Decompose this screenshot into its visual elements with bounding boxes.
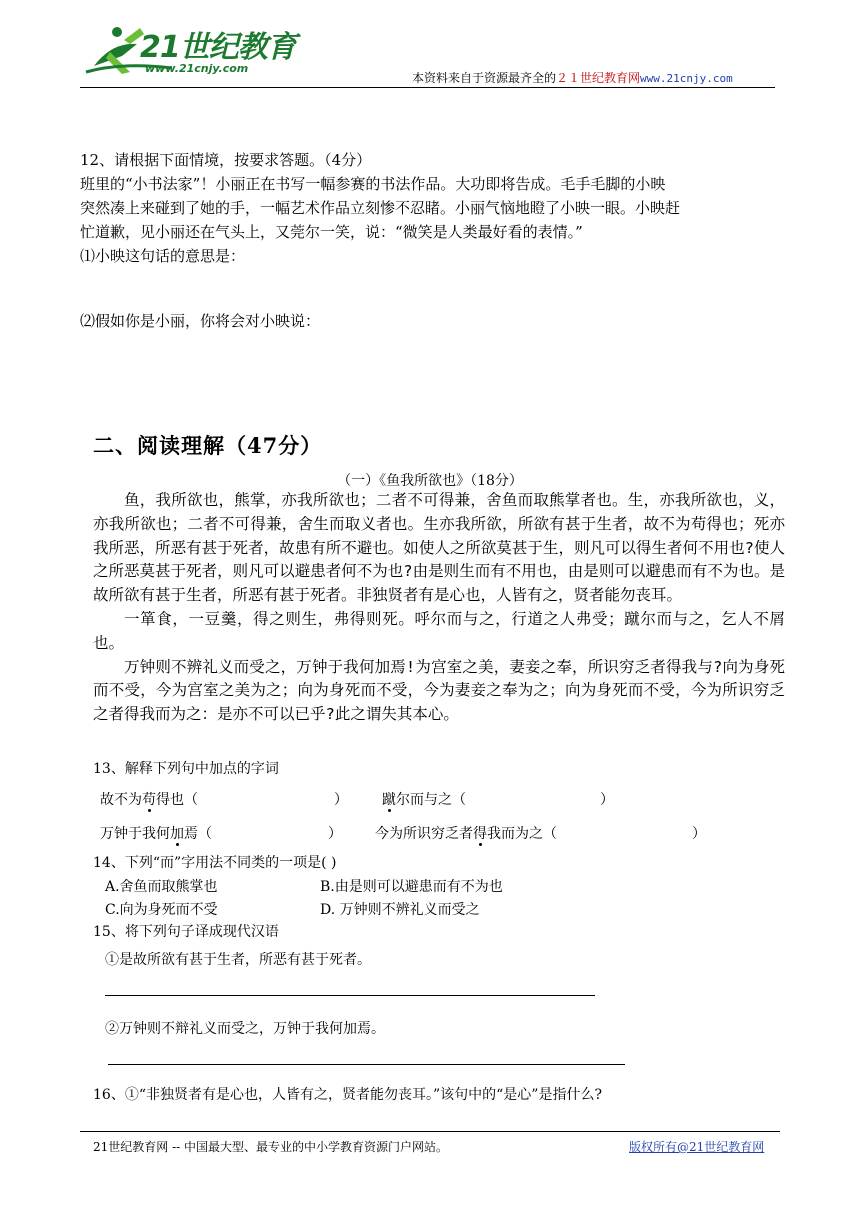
passage-paragraph-3: 万钟则不辨礼义而受之，万钟于我何加焉!为宫室之美，妻妾之奉，所识穷乏者得我与?向为身死而不受，今为宫室之美为之；向为身死而不受，今为妻妾之奉为之；向为身死而不受，今为所识穷乏之者得我而为之：是亦不可以已乎?此之谓失其本心。	[93, 657, 785, 724]
footer-divider	[80, 1131, 780, 1132]
question-12	[80, 148, 780, 268]
question-12-title: 12、请根据下面情境，按要求答题。（4分）	[80, 151, 372, 169]
footer-copyright-link[interactable]: 版权所有@21世纪教育网	[629, 1140, 765, 1154]
question-13-blank-a2-close[interactable]: ）	[600, 792, 614, 808]
question-15-sentence-1: ①是故所欲有甚于生者，所恶有甚于死者。	[105, 952, 371, 968]
text: 得也（	[156, 792, 198, 808]
question-13-item-a2	[382, 789, 466, 809]
passage-paragraph-2: 一箪食，一豆羹，得之则生，弗得则死。呼尔而与之，行道之人弗受；蹴尔而与之，乞人不屑也。	[93, 609, 785, 652]
question-16-title: 16、①“非独贤者有是心也，人皆有之，贤者能勿丧耳。”该句中的“是心”是指什么?	[93, 1087, 602, 1103]
dotted-char: 蹴	[382, 792, 396, 808]
question-12-line-1: 班里的“小书法家”！小丽正在书写一幅参赛的书法作品。大功即将告成。毛手毛脚的小映	[80, 175, 666, 193]
question-14-title: 14、下列“而”字用法不同类的一项是( )	[93, 855, 337, 871]
answer-line[interactable]	[105, 995, 595, 996]
header-note-prefix: 本资料来自于资源最齐全的	[412, 71, 557, 85]
question-13-title: 13、解释下列句中加点的字词	[93, 761, 279, 777]
dotted-char: 苟	[142, 792, 156, 808]
question-15-title: 15、将下列句子译成现代汉语	[93, 924, 279, 940]
logo-url: www.21cnjy.com	[145, 62, 249, 75]
text: 万钟于我何	[100, 826, 170, 842]
question-13-blank-a1-close[interactable]: ）	[334, 792, 348, 808]
text: 尔而与之（	[396, 792, 466, 808]
question-14-option-b[interactable]: B.由是则可以避患而有不为也	[320, 879, 503, 895]
question-13-item-a1	[100, 789, 198, 809]
text: 我而为之（	[487, 826, 557, 842]
text: 今为所识穷乏者	[375, 826, 473, 842]
answer-line[interactable]	[108, 1064, 625, 1065]
header-note	[412, 69, 733, 86]
passage-paragraph-1: 鱼，我所欲也，熊掌，亦我所欲也；二者不可得兼，舍鱼而取熊掌者也。生，亦我所欲也，义，亦我所欲也；二者不可得兼，舍生而取义者也。生亦我所欲，所欲有甚于生者，故不为苟得也；死亦我所恶，所恶有甚于死者，故患有所不避也。如使人之所欲莫甚于生，则凡可以得生者何不用也?使人之所恶莫甚于死者，则凡可以避患者何不为也?由是则生而有不用也，由是则可以避患而有不为也。是故所欲有甚于生者，所恶有甚于死者。非独贤者有是心也，人皆有之，贤者能勿丧耳。	[93, 491, 785, 605]
question-14-option-c[interactable]: C.向为身死而不受	[105, 902, 218, 918]
question-12-sub-2: ⑵假如你是小丽，你将会对小映说：	[80, 312, 321, 330]
question-13-blank-b2-close[interactable]: ）	[692, 826, 706, 842]
logo-wordmark: 21世纪教育	[140, 30, 296, 65]
question-12-line-2: 突然凑上来碰到了她的手，一幅艺术作品立刻惨不忍睹。小丽气恼地瞪了小映一眼。小映赶	[80, 199, 681, 217]
question-12-sub-1: ⑴小映这句话的意思是：	[80, 247, 246, 265]
question-13-blank-b1-close[interactable]: ）	[328, 826, 342, 842]
question-15-sentence-2: ②万钟则不辩礼义而受之，万钟于我何加焉。	[105, 1021, 385, 1037]
section-title: 二、阅读理解（47分）	[93, 433, 323, 458]
dotted-char: 得	[473, 826, 487, 842]
passage-title: （一）《鱼我所欲也》（18分）	[337, 473, 523, 489]
header-divider	[80, 87, 775, 88]
question-14-option-a[interactable]: A.舍鱼而取熊掌也	[105, 879, 218, 895]
passage	[93, 489, 785, 727]
question-12-line-3: 忙道歉，见小丽还在气头上，又莞尔一笑，说：“微笑是人类最好看的表情。”	[80, 223, 583, 241]
dotted-char: 加	[170, 826, 184, 842]
text: 故不为	[100, 792, 142, 808]
question-13-item-b1	[100, 823, 212, 843]
header-site-name: ２１世纪教育网	[556, 71, 641, 85]
footer-tagline: 21世纪教育网 -- 中国最大型、最专业的中小学教育资源门户网站。	[93, 1140, 449, 1154]
text: 焉（	[184, 826, 212, 842]
header-site-url[interactable]: www.21cnjy.com	[640, 72, 733, 85]
question-13-item-b2	[375, 823, 557, 843]
question-14-option-d[interactable]: D. 万钟则不辨礼义而受之	[320, 902, 480, 918]
